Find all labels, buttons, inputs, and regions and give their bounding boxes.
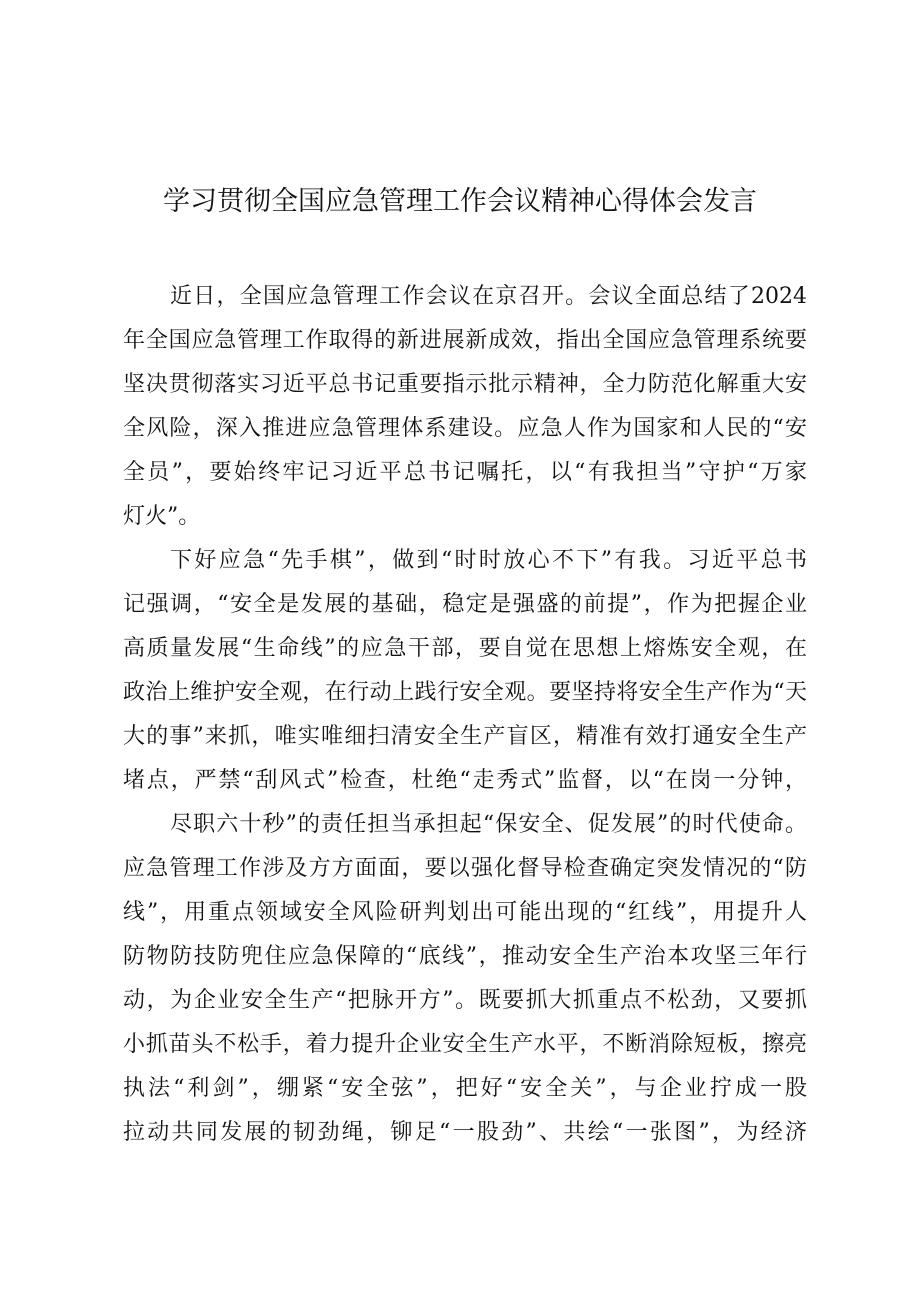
paragraph-3-line-3: 线”，用重点领域安全风险研判划出可能出现的“红线”，用提升人 [123, 900, 807, 925]
paragraph-2-line-1: 下好应急“先手棋”，做到“时时放心不下”有我。习近平总书 [170, 548, 807, 573]
document-title: 学习贯彻全国应急管理工作会议精神心得体会发言 [163, 186, 757, 217]
paragraph-1-line-6: 灯火”。 [123, 504, 201, 529]
paragraph-3-line-4: 防物防技防兜住应急保障的“底线”，推动安全生产治本攻坚三年行 [123, 944, 807, 969]
paragraph-3-line-2: 应急管理工作涉及方方面面，要以强化督导检查确定突发情况的“防 [123, 856, 807, 881]
paragraph-1-line-2: 年全国应急管理工作取得的新进展新成效，指出全国应急管理系统要 [123, 328, 807, 353]
paragraph-2-line-3: 高质量发展“生命线”的应急干部，要自觉在思想上熔炼安全观，在 [123, 636, 807, 661]
paragraph-2-line-4: 政治上维护安全观，在行动上践行安全观。要坚持将安全生产作为“天 [123, 680, 807, 705]
paragraph-1-line-4: 全风险，深入推进应急管理体系建设。应急人作为国家和人民的“安 [123, 416, 807, 441]
paragraph-3-line-6: 小抓苗头不松手，着力提升企业安全生产水平，不断消除短板，擦亮 [123, 1032, 807, 1057]
paragraph-2-line-6: 堵点，严禁“刮风式”检查，杜绝“走秀式”监督，以“在岗一分钟， [123, 768, 807, 793]
paragraph-1-line-3: 坚决贯彻落实习近平总书记重要指示批示精神，全力防范化解重大安 [123, 372, 807, 397]
paragraph-3-line-8: 拉动共同发展的韧劲绳，铆足“一股劲”、共绘“一张图”，为经济 [123, 1120, 807, 1145]
paragraph-2-line-5: 大的事”来抓，唯实唯细扫清安全生产盲区，精准有效打通安全生产 [123, 724, 807, 749]
paragraph-1-line-1: 近日，全国应急管理工作会议在京召开。会议全面总结了2024 [170, 284, 807, 309]
paragraph-3-line-1: 尽职六十秒”的责任担当承担起“保安全、促发展”的时代使命。 [170, 812, 807, 837]
paragraph-1-line-5: 全员”，要始终牢记习近平总书记嘱托，以“有我担当”守护“万家 [123, 460, 807, 485]
paragraph-3-line-5: 动，为企业安全生产“把脉开方”。既要抓大抓重点不松劲，又要抓 [123, 988, 807, 1013]
paragraph-2-line-2: 记强调，“安全是发展的基础，稳定是强盛的前提”，作为把握企业 [123, 592, 807, 617]
paragraph-3-line-7: 执法“利剑”，绷紧“安全弦”，把好“安全关”，与企业拧成一股 [123, 1076, 807, 1101]
